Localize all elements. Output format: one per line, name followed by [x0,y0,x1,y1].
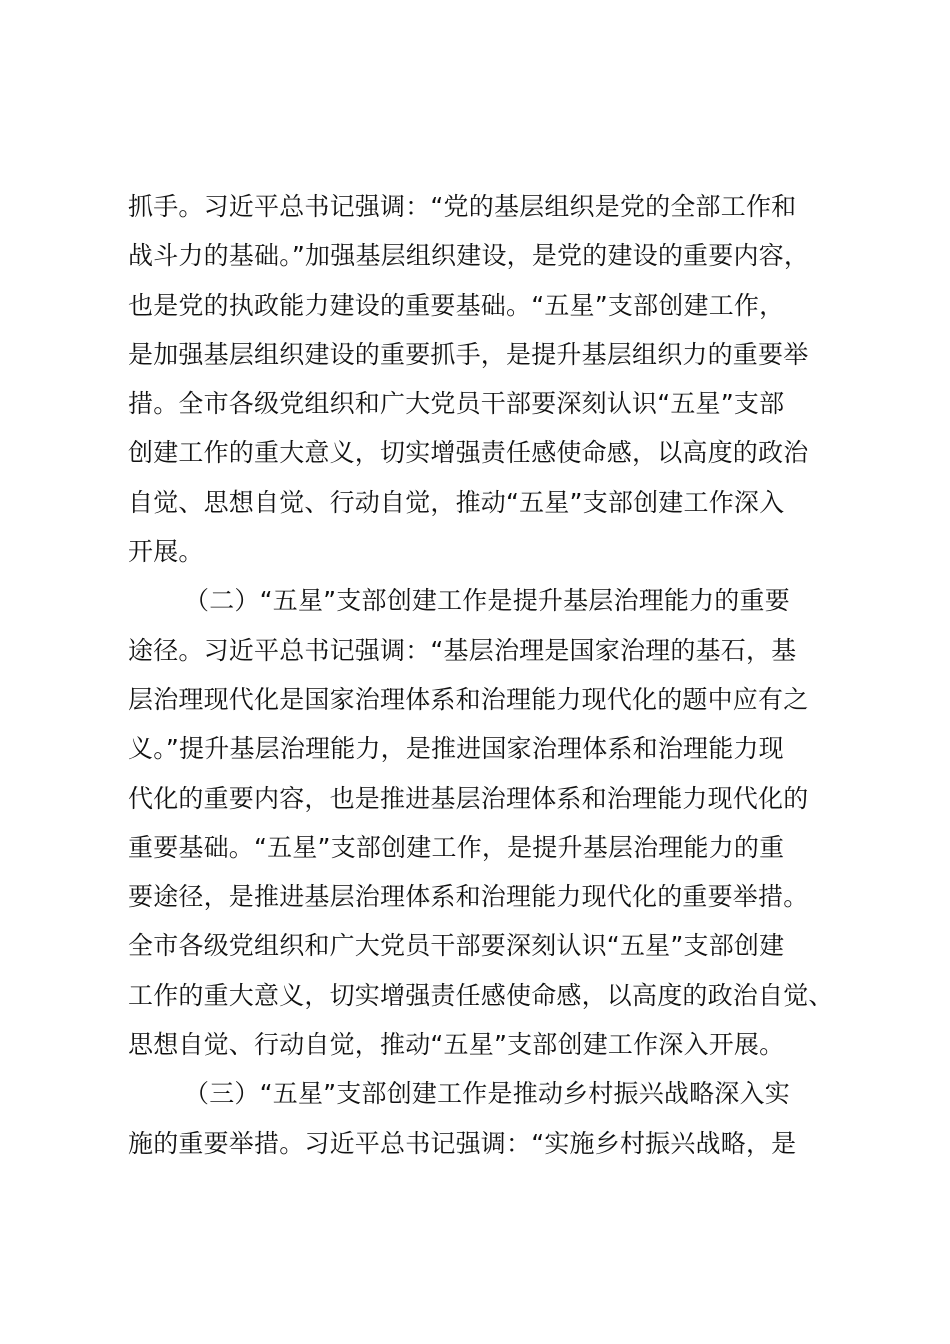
text-line: 抓手。习近平总书记强调：“党的基层组织是党的全部工作和 [128,192,797,221]
text-line: 代化的重要内容，也是推进基层治理体系和治理能力现代化的 [128,783,809,813]
text-line: 创建工作的重大意义，切实增强责任感使命感，以高度的政治 [128,438,809,468]
section-heading-line: （二）“五星”支部创建工作是提升基层治理能力的重要 [184,586,790,616]
text-line: 工作的重大意义，切实增强责任感使命感，以高度的政治自觉、 [128,980,834,1010]
text-line: 全市各级党组织和广大党员干部要深刻认识“五星”支部创建 [128,931,785,961]
text-line: 措。全市各级党组织和广大党员干部要深刻认识“五星”支部 [128,389,785,419]
text-line: 途径。习近平总书记强调：“基层治理是国家治理的基石，基 [128,635,797,665]
text-line: 自觉、思想自觉、行动自觉，推动“五星”支部创建工作深入 [128,487,785,517]
section-heading-line: （三）“五星”支部创建工作是推动乡村振兴战略深入实 [184,1079,790,1109]
text-line: 是加强基层组织建设的重要抓手，是提升基层组织力的重要举 [128,339,809,369]
text-line: 义。”提升基层治理能力，是推进国家治理体系和治理能力现 [128,734,784,764]
text-line: 施的重要举措。习近平总书记强调：“实施乡村振兴战略，是 [128,1128,797,1158]
text-line: 战斗力的基础。”加强基层组织建设，是党的建设的重要内容， [128,241,810,271]
text-line: 思想自觉、行动自觉，推动“五星”支部创建工作深入开展。 [128,1030,785,1060]
text-line: 也是党的执政能力建设的重要基础。“五星”支部创建工作， [128,290,785,320]
text-line: 要途径，是推进基层治理体系和治理能力现代化的重要举措。 [128,882,809,912]
body-text [128,182,838,1168]
text-line: 层治理现代化是国家治理体系和治理能力现代化的题中应有之 [128,684,809,714]
text-line: 重要基础。“五星”支部创建工作，是提升基层治理能力的重 [128,832,785,862]
text-line: 开展。 [128,537,204,567]
